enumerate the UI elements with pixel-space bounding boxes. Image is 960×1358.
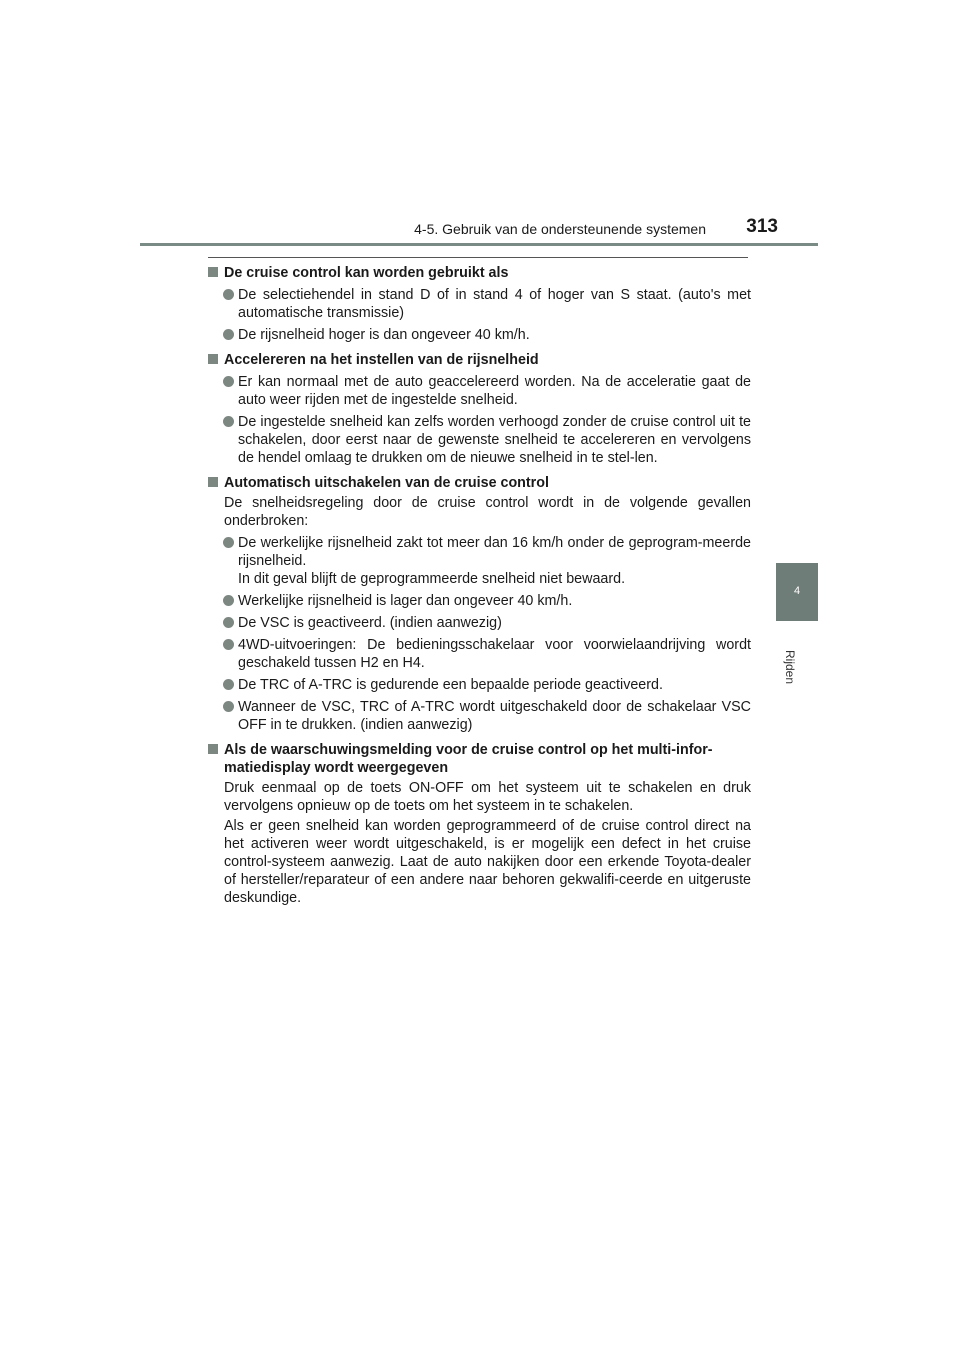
round-bullet-icon bbox=[223, 537, 234, 548]
section-accelerate bbox=[208, 351, 751, 467]
paragraph: Druk eenmaal op de toets ON-OFF om het systeem uit te schakelen en druk vervolgens opnieuw op de toets om het systeem in te schakelen. bbox=[224, 780, 751, 814]
round-bullet-icon bbox=[223, 289, 234, 300]
round-bullet-icon bbox=[223, 639, 234, 650]
round-bullet-icon bbox=[223, 701, 234, 712]
running-header: 4-5. Gebruik van de ondersteunende systemen bbox=[414, 221, 706, 237]
page-number: 313 bbox=[746, 216, 778, 237]
list-item: Werkelijke rijsnelheid is lager dan ongeveer 40 km/h. bbox=[208, 592, 751, 610]
list-item: Wanneer de VSC, TRC of A-TRC wordt uitgeschakeld door de schakelaar VSC OFF in te drukken. (indien aanwezig) bbox=[208, 698, 751, 734]
section-intro: De snelheidsregeling door de cruise control wordt in de volgende gevallen onderbroken: bbox=[224, 495, 751, 529]
round-bullet-icon bbox=[223, 329, 234, 340]
list-item: De TRC of A-TRC is gedurende een bepaalde periode geactiveerd. bbox=[208, 676, 751, 694]
chapter-number: 4 bbox=[793, 585, 801, 597]
round-bullet-icon bbox=[223, 376, 234, 387]
round-bullet-icon bbox=[223, 617, 234, 628]
round-bullet-icon bbox=[223, 679, 234, 690]
list-item: 4WD-uitvoeringen: De bedieningsschakelaar voor voorwielaandrijving wordt geschakeld tussen H2 en H4. bbox=[208, 636, 751, 672]
chapter-label: Rijden bbox=[783, 650, 797, 685]
square-bullet-icon bbox=[208, 744, 218, 754]
list-item: De werkelijke rijsnelheid zakt tot meer dan 16 km/h onder de geprogram-meerde rijsnelheid. In dit geval blijft de geprogrammeerde snelheid niet bewaard. bbox=[208, 534, 751, 588]
header-divider bbox=[140, 243, 818, 246]
section-title: Automatisch uitschakelen van de cruise control bbox=[208, 474, 751, 492]
section-warning-message bbox=[208, 741, 751, 907]
list-item: De ingestelde snelheid kan zelfs worden verhoogd zonder de cruise control uit te schakelen, door eerst naar de gewenste snelheid te accelereren en vervolgens de hendel omlaag te drukken om de nieuwe snelheid in te stel-len. bbox=[208, 413, 751, 467]
section-title: Als de waarschuwingsmelding voor de cruise control op het multi-infor-matiedisplay wordt weergegeven bbox=[208, 741, 751, 777]
chapter-tab[interactable] bbox=[776, 563, 818, 621]
round-bullet-icon bbox=[223, 416, 234, 427]
list-item: De VSC is geactiveerd. (indien aanwezig) bbox=[208, 614, 751, 632]
content-divider bbox=[208, 257, 748, 258]
list-item: De selectiehendel in stand D of in stand 4 of hoger van S staat. (auto's met automatische transmissie) bbox=[208, 286, 751, 322]
section-auto-cancel bbox=[208, 474, 751, 734]
section-title: Accelereren na het instellen van de rijsnelheid bbox=[208, 351, 751, 369]
square-bullet-icon bbox=[208, 354, 218, 364]
list-item: De rijsnelheid hoger is dan ongeveer 40 km/h. bbox=[208, 326, 751, 344]
list-item: Er kan normaal met de auto geaccelereerd worden. Na de acceleratie gaat de auto weer rijden met de ingestelde snelheid. bbox=[208, 373, 751, 409]
square-bullet-icon bbox=[208, 477, 218, 487]
paragraph: Als er geen snelheid kan worden geprogrammeerd of de cruise control direct na het activeren weer wordt uitgeschakeld, is er mogelijk een defect in het cruise control-systeem aanwezig. Laat de auto nakijken door een erkende Toyota-dealer of hersteller/reparateur of een andere naar behoren gekwalifi-ceerde en uitgeruste deskundige. bbox=[224, 818, 751, 906]
section-title: De cruise control kan worden gebruikt als bbox=[208, 264, 751, 282]
section-cruise-control-usable bbox=[208, 264, 751, 344]
page-content bbox=[208, 264, 751, 911]
square-bullet-icon bbox=[208, 267, 218, 277]
round-bullet-icon bbox=[223, 595, 234, 606]
